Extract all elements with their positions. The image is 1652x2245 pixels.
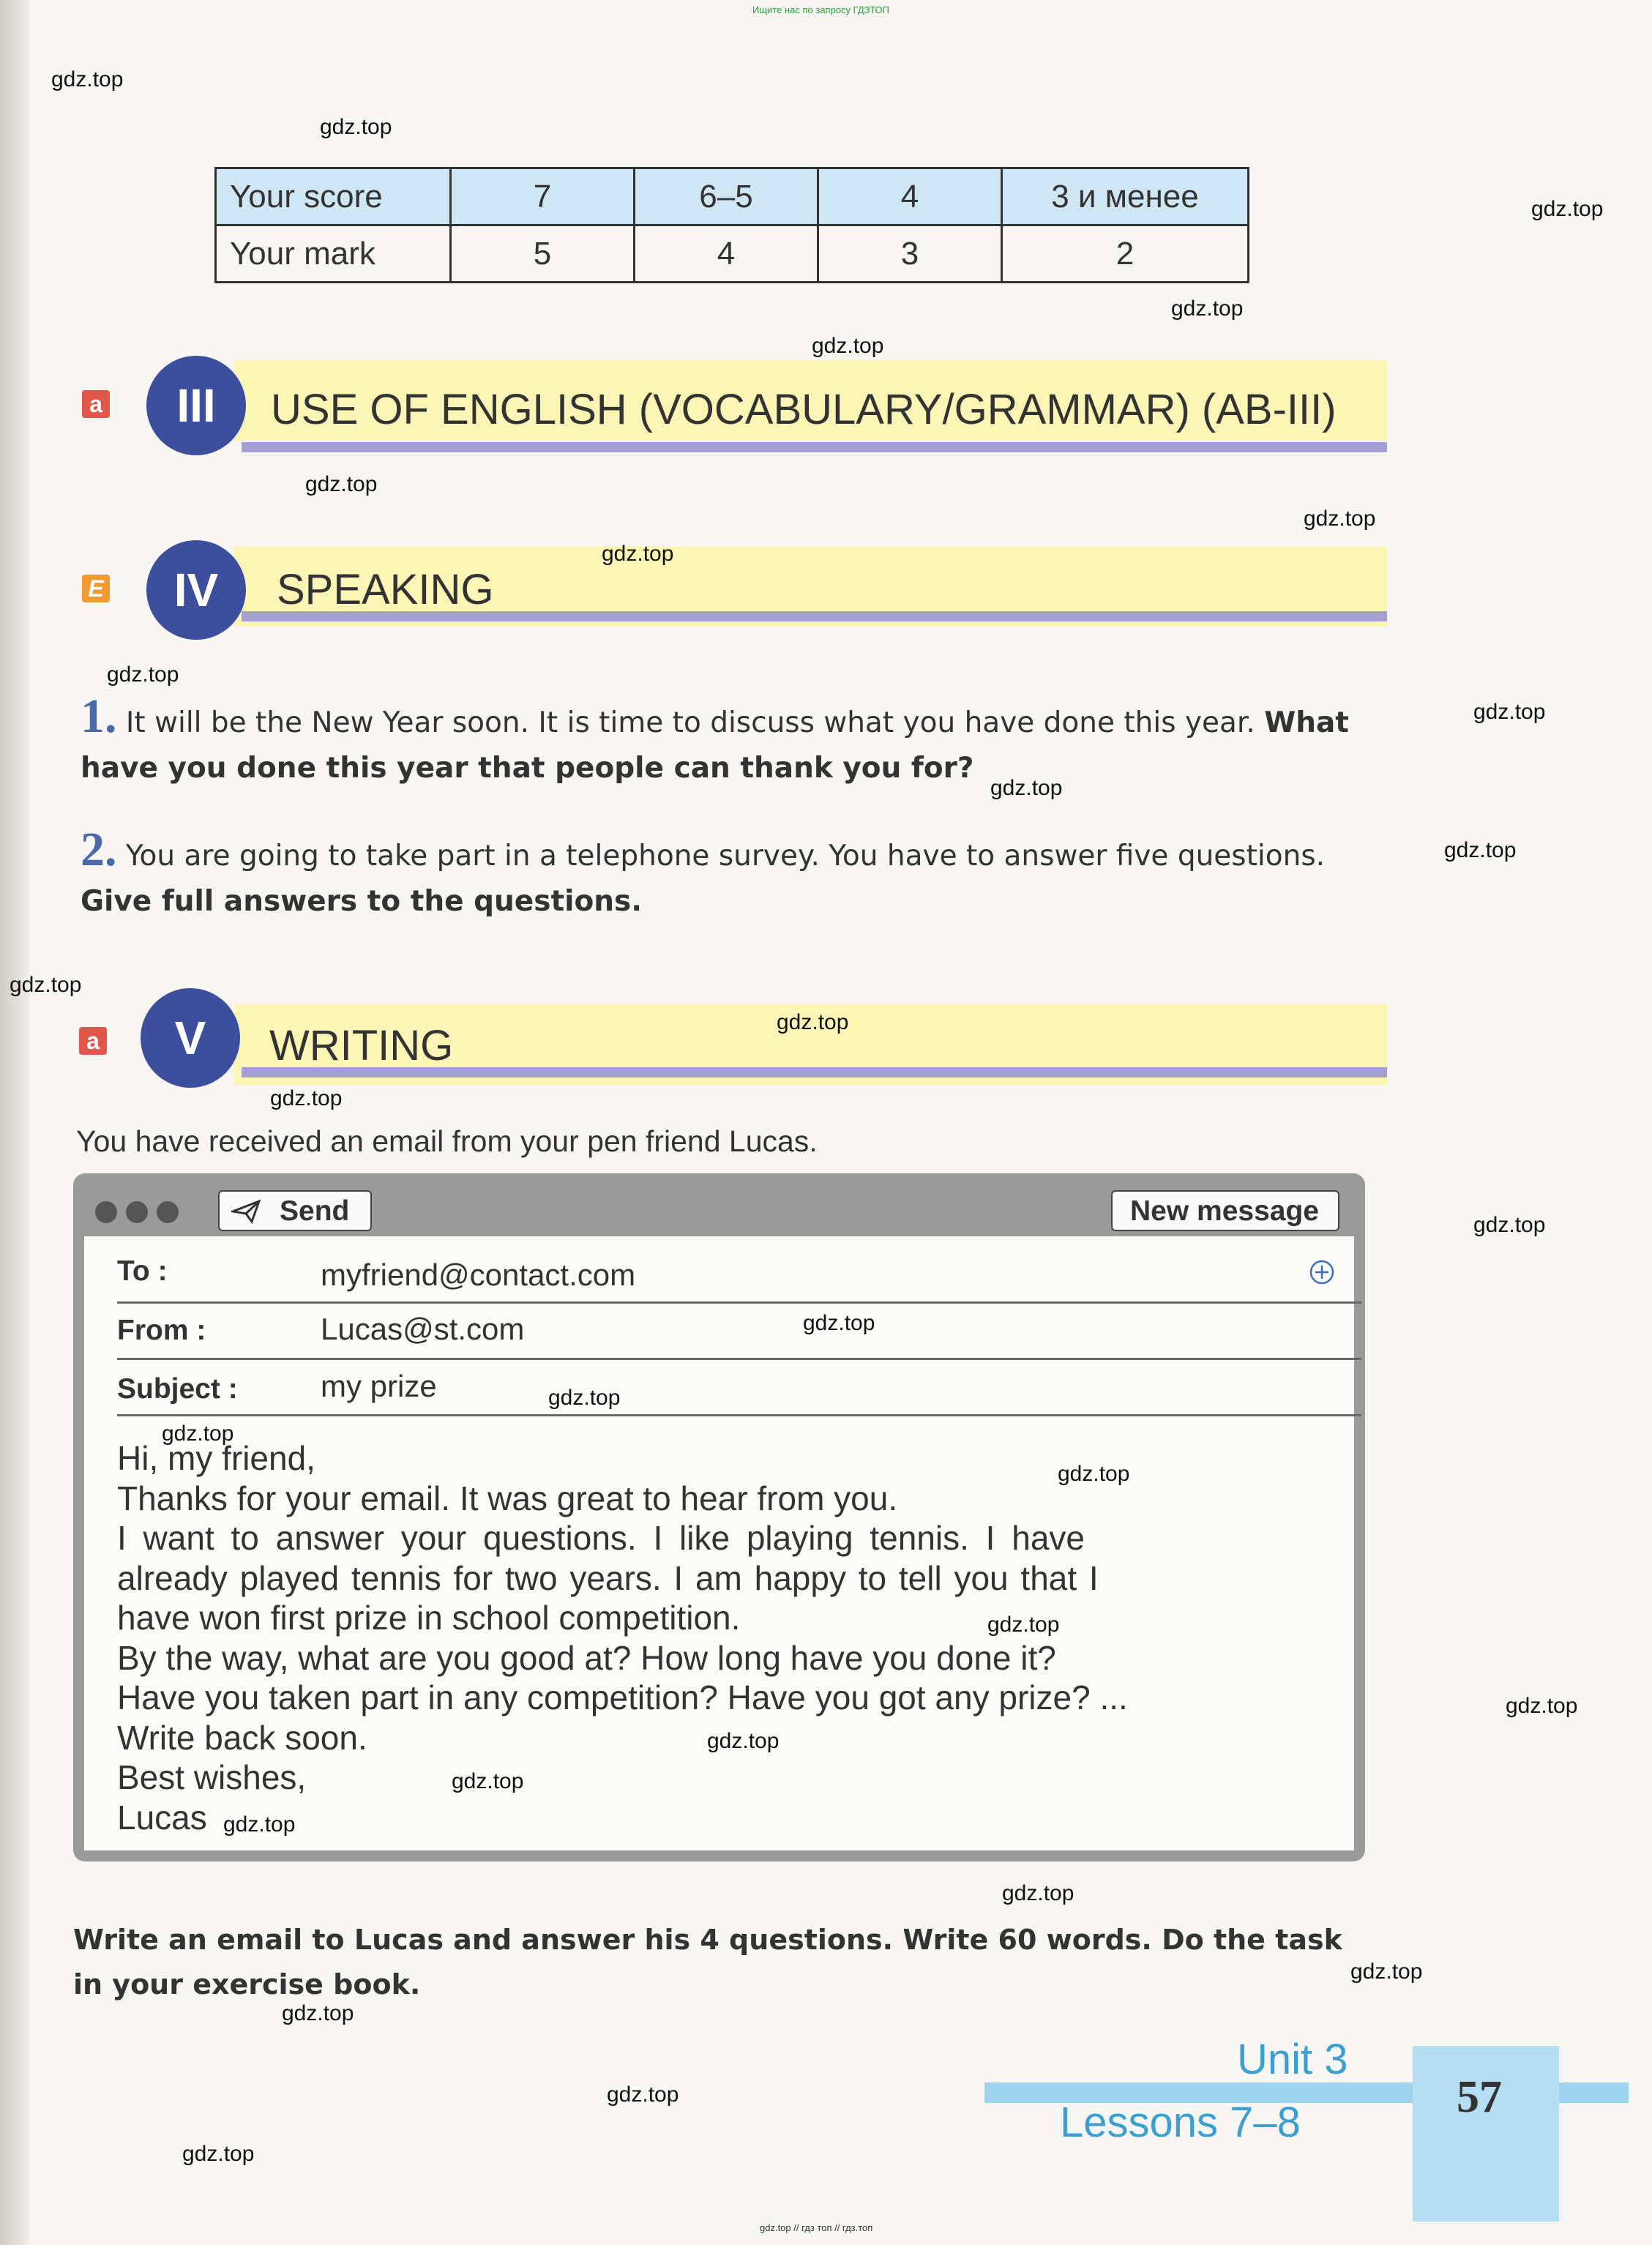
task-number: 1. [81,690,117,743]
section-numeral: III [146,356,246,455]
task-instruction: Give full answers to the questions. [81,885,643,918]
writing-intro: You have received an email from your pen friend Lucas. [76,1124,818,1158]
watermark: gdz.top [10,973,82,997]
unit-label: Unit 3 [1237,2036,1348,2083]
message-line: Best wishes, [117,1758,307,1796]
table-cell: 3 [818,225,1002,283]
task-line: in your exercise book. [73,1968,421,2001]
from-field[interactable]: Lucas@st.com [321,1312,525,1346]
message-line: have won first prize in school competition. [117,1599,741,1637]
speaking-task-1 [81,690,1398,791]
table-cell: 6–5 [635,168,818,225]
watermark: gdz.top [1473,700,1546,724]
task-line: Write an email to Lucas and answer his 4 questions. Write 60 words. Do the task [73,1924,1342,1956]
watermark: gdz.top [51,67,124,91]
message-line: Write back soon. [117,1718,367,1757]
top-note: Ищите нас по запросу ГДЗТОП [752,4,890,15]
table-row [216,168,1249,225]
section-numeral: IV [146,540,246,640]
watermark: gdz.top [270,1086,343,1110]
lessons-label: Lessons 7–8 [1060,2099,1301,2146]
email-message[interactable] [117,1438,1325,1837]
from-label: From : [117,1315,206,1346]
send-button[interactable] [218,1190,372,1231]
message-line: By the way, what are you good at? How long have you done it? [117,1638,1056,1677]
watermark: gdz.top [1058,1462,1130,1486]
watermark: gdz.top [1531,197,1604,221]
task-type-icon: a [79,1027,107,1055]
new-message-button[interactable] [1111,1190,1339,1231]
watermark: gdz.top [162,1422,234,1446]
task-text: It will be the New Year soon. It is time to discuss what you have done this year. [116,706,1265,739]
message-line: I want to answer your questions. I like playing tennis. I have [117,1519,1085,1557]
task-text: You are going to take part in a telephone survey. You have to answer five questions. [116,840,1326,873]
table-cell: 2 [1002,225,1249,283]
watermark: gdz.top [1304,507,1376,531]
task-question: What [1264,706,1349,739]
table-cell: 5 [451,225,635,283]
new-message-label: New message [1130,1195,1319,1227]
watermark: gdz.top [452,1769,524,1793]
watermark: gdz.top [1002,1881,1074,1905]
watermark: gdz.top [707,1729,780,1753]
section-title: USE OF ENGLISH (VOCABULARY/GRAMMAR) (AB-III) [271,386,1337,433]
task-number: 2. [81,823,117,876]
message-line: Thanks for your email. It was great to hear from you. [117,1479,898,1517]
table-cell: 7 [451,168,635,225]
subject-field[interactable]: my prize [321,1369,437,1403]
window-dot [95,1201,117,1223]
task-question: have you done this year that people can thank you for? [81,752,974,785]
watermark: gdz.top [223,1812,296,1837]
bottom-note: gdz.top // гдз топ // гдз.топ [760,2222,873,2233]
watermark: gdz.top [812,334,884,358]
field-divider [117,1358,1361,1360]
table-cell: 4 [635,225,818,283]
field-divider [117,1301,1361,1304]
window-dot [126,1201,148,1223]
section-title: SPEAKING [277,566,494,613]
message-line: Have you taken part in any competition? Have you got any prize? ... [117,1678,1128,1717]
watermark: gdz.top [320,115,392,139]
score-table [214,167,1249,283]
message-line: already played tennis for two years. I am happy to tell you that I [117,1558,1099,1597]
watermark: gdz.top [182,2142,255,2166]
section-numeral: V [141,988,240,1088]
table-row [216,225,1249,283]
to-label: To : [117,1255,168,1287]
watermark: gdz.top [1350,1960,1423,1984]
watermark: gdz.top [1473,1213,1546,1237]
row-label: Your score [216,168,451,225]
window-dot [157,1201,179,1223]
task-type-icon: E [82,575,110,602]
section-underline [242,442,1387,452]
watermark: gdz.top [607,2082,679,2107]
watermark: gdz.top [990,776,1063,800]
writing-task [73,1918,1391,2007]
watermark: gdz.top [107,662,179,687]
watermark: gdz.top [282,2001,354,2025]
message-line: Lucas [117,1798,207,1837]
watermark: gdz.top [987,1613,1060,1637]
to-field[interactable]: myfriend@contact.com [321,1258,636,1292]
table-cell: 4 [818,168,1002,225]
watermark: gdz.top [803,1311,875,1335]
watermark: gdz.top [305,472,378,496]
field-divider [117,1414,1361,1416]
watermark: gdz.top [548,1386,621,1410]
watermark: gdz.top [1444,838,1517,862]
page-number: 57 [1457,2072,1502,2122]
watermark: gdz.top [777,1010,849,1034]
row-label: Your mark [216,225,451,283]
section-title: WRITING [269,1022,454,1069]
subject-label: Subject : [117,1373,238,1405]
speaking-task-2 [81,823,1398,924]
watermark: gdz.top [1506,1694,1578,1718]
paper-plane-icon [231,1199,261,1224]
task-type-icon: a [82,390,110,418]
send-label: Send [280,1195,350,1227]
watermark: gdz.top [602,542,674,566]
book-spine-shadow [0,0,29,2245]
message-line: Hi, my friend, [117,1439,315,1477]
table-cell: 3 и менее [1002,168,1249,225]
watermark: gdz.top [1171,296,1244,321]
add-recipient-icon[interactable] [1309,1259,1335,1285]
